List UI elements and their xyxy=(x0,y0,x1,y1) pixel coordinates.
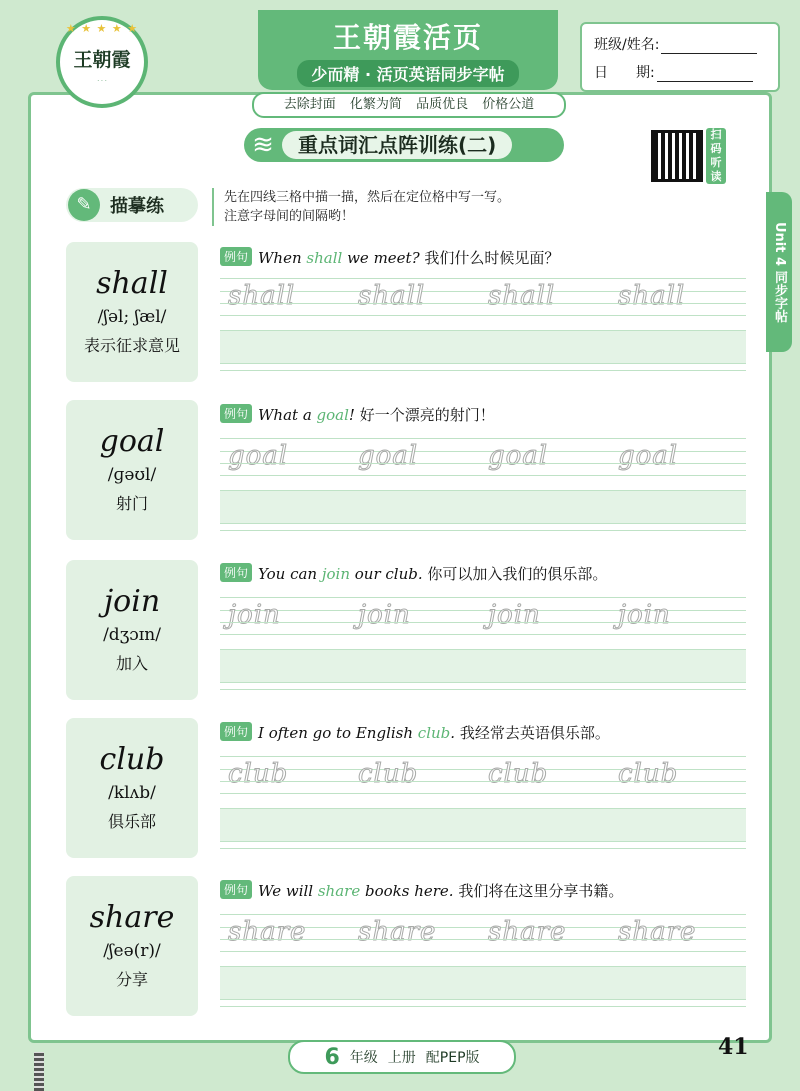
example-translation: 你可以加入我们的俱乐部。 xyxy=(422,565,608,583)
qr-label: 扫码听读 xyxy=(706,128,726,184)
example-badge: 例句 xyxy=(220,247,252,266)
example-highlight: share xyxy=(317,882,361,900)
word-card xyxy=(66,242,198,382)
section-title-bar xyxy=(244,128,564,162)
class-name-field[interactable] xyxy=(661,37,757,54)
four-line-grid[interactable] xyxy=(220,597,746,635)
vocab-word: shall xyxy=(96,266,168,301)
example-sentence xyxy=(220,247,559,268)
trace-practice-label xyxy=(66,188,198,222)
example-text: What a xyxy=(258,406,317,424)
example-badge: 例句 xyxy=(220,722,252,741)
slogan: 价格公道 xyxy=(482,97,535,112)
example-text: We will xyxy=(258,882,318,900)
phonetic: /dʒɔɪn/ xyxy=(103,625,161,645)
phonetic: /klʌb/ xyxy=(108,783,156,803)
trace-word: share xyxy=(228,917,307,947)
trace-word: shall xyxy=(228,281,296,311)
trace-word: goal xyxy=(228,441,289,471)
example-translation: 我们什么时候见面？ xyxy=(419,249,560,267)
date-field[interactable] xyxy=(657,65,753,82)
trace-word: goal xyxy=(618,441,679,471)
example-highlight: club xyxy=(417,724,451,742)
phonetic: /ɡəʊl/ xyxy=(107,465,157,485)
example-badge: 例句 xyxy=(220,404,252,423)
instruction-line: 先在四线三格中描一描，然后在定位格中写一写。 xyxy=(224,190,511,205)
trace-word: club xyxy=(358,759,419,789)
word-card xyxy=(66,876,198,1016)
example-badge: 例句 xyxy=(220,563,252,582)
slogan-strip xyxy=(252,92,566,118)
example-text: . xyxy=(450,724,456,742)
star-icon: ★ ★ ★ ★ ★ xyxy=(65,22,139,35)
trace-word: share xyxy=(618,917,697,947)
example-highlight: goal xyxy=(316,406,349,424)
trace-word: club xyxy=(228,759,289,789)
edition-label: 配PEP版 xyxy=(425,1050,480,1066)
instructions xyxy=(212,188,644,226)
trace-words xyxy=(228,441,748,471)
slogan: 化繁为简 xyxy=(349,97,402,112)
writing-area[interactable] xyxy=(220,490,746,524)
page-number: 41 xyxy=(718,1034,749,1060)
trace-word: goal xyxy=(488,441,549,471)
pencil-icon: ✎ xyxy=(68,189,100,221)
trace-word: share xyxy=(488,917,567,947)
trace-word: share xyxy=(358,917,437,947)
word-card xyxy=(66,718,198,858)
four-line-grid[interactable] xyxy=(220,278,746,316)
wave-icon: ≋ xyxy=(252,130,274,160)
example-translation: 我经常去英语俱乐部。 xyxy=(455,724,610,742)
brand-subtitle: 少而精 · 活页英语同步字帖 xyxy=(297,60,518,87)
grade-label: 年级 xyxy=(349,1050,378,1066)
trace-word: goal xyxy=(358,441,419,471)
slogan: 去除封面 xyxy=(283,97,336,112)
trace-words xyxy=(228,600,748,630)
publisher-logo xyxy=(56,16,148,108)
trace-words xyxy=(228,917,748,947)
example-text: we meet? xyxy=(342,249,420,267)
four-line-grid[interactable] xyxy=(220,914,746,952)
example-highlight: join xyxy=(321,565,350,583)
writing-lines xyxy=(220,438,746,531)
slogan: 品质优良 xyxy=(416,97,469,112)
trace-words xyxy=(228,759,748,789)
four-line-grid[interactable] xyxy=(220,438,746,476)
writing-area[interactable] xyxy=(220,808,746,842)
date-row xyxy=(594,62,753,82)
writing-area[interactable] xyxy=(220,330,746,364)
divider xyxy=(220,370,746,371)
word-card xyxy=(66,400,198,540)
unit-side-tab: Unit 4 同步字帖 xyxy=(766,192,792,352)
example-sentence xyxy=(220,563,607,584)
trace-label-text: 描摹练 xyxy=(110,196,164,217)
grade-number: 6 xyxy=(324,1044,340,1070)
writing-lines xyxy=(220,597,746,690)
divider xyxy=(220,530,746,531)
meaning: 射门 xyxy=(115,494,148,513)
writing-lines xyxy=(220,756,746,849)
trace-word: club xyxy=(618,759,679,789)
trace-word: join xyxy=(228,600,281,630)
example-translation: 好一个漂亮的射门！ xyxy=(354,406,495,424)
example-text: When xyxy=(258,249,307,267)
trace-word: club xyxy=(488,759,549,789)
qr-code[interactable] xyxy=(651,130,703,182)
trace-word: shall xyxy=(618,281,686,311)
vocab-word: share xyxy=(89,900,175,935)
writing-area[interactable] xyxy=(220,966,746,1000)
phonetic: /ʃəl; ʃæl/ xyxy=(97,307,167,327)
instruction-line: 注意字母间的间隔哟！ xyxy=(224,209,355,224)
vocab-word: club xyxy=(99,742,165,777)
writing-lines xyxy=(220,278,746,371)
student-info-box xyxy=(580,22,780,92)
trace-word: shall xyxy=(358,281,426,311)
example-text: I often go to English xyxy=(258,724,418,742)
example-text: our club. xyxy=(350,565,423,583)
trace-word: join xyxy=(488,600,541,630)
grade-footer xyxy=(288,1040,516,1074)
logo-text: 王朝霞 xyxy=(73,49,131,71)
word-card xyxy=(66,560,198,700)
four-line-grid[interactable] xyxy=(220,756,746,794)
volume-label: 上册 xyxy=(387,1050,416,1066)
logo-emblem: · · · xyxy=(97,78,107,85)
class-name-label: 班级/姓名: xyxy=(594,37,660,53)
example-sentence xyxy=(220,722,610,743)
divider xyxy=(220,1006,746,1007)
example-badge: 例句 xyxy=(220,880,252,899)
brand-title: 王朝霞活页 xyxy=(332,21,483,54)
trace-word: shall xyxy=(488,281,556,311)
section-title: 重点词汇点阵训练(二) xyxy=(282,131,512,159)
edge-barcode xyxy=(34,1052,44,1091)
divider xyxy=(220,689,746,690)
trace-word: join xyxy=(618,600,671,630)
brand-banner xyxy=(258,10,558,90)
vocab-word: join xyxy=(103,584,161,619)
writing-area[interactable] xyxy=(220,649,746,683)
divider xyxy=(220,848,746,849)
vocab-word: goal xyxy=(99,424,165,459)
example-translation: 我们将在这里分享书籍。 xyxy=(453,882,624,900)
meaning: 表示征求意见 xyxy=(83,336,180,355)
writing-lines xyxy=(220,914,746,1007)
example-highlight: shall xyxy=(306,249,343,267)
example-sentence xyxy=(220,404,495,425)
example-text: ! xyxy=(348,406,355,424)
example-text: You can xyxy=(258,565,322,583)
phonetic: /ʃeə(r)/ xyxy=(103,941,161,961)
meaning: 加入 xyxy=(115,654,148,673)
class-name-row xyxy=(594,34,757,54)
trace-word: join xyxy=(358,600,411,630)
example-text: books here. xyxy=(360,882,454,900)
meaning: 俱乐部 xyxy=(107,812,156,831)
date-label: 日 期: xyxy=(594,65,655,81)
meaning: 分享 xyxy=(115,970,148,989)
example-sentence xyxy=(220,880,623,901)
trace-words xyxy=(228,281,748,311)
